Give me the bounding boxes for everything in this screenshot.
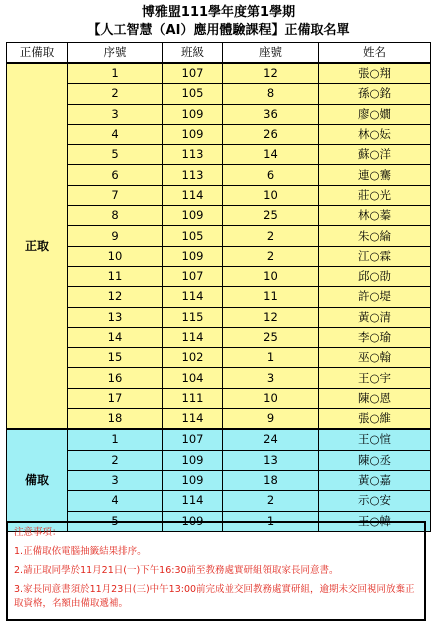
class-cell: 105 <box>163 84 223 104</box>
table-row <box>7 450 431 470</box>
notes-box <box>6 521 426 621</box>
seat-cell: 24 <box>223 429 319 450</box>
name-cell: 林○蓁 <box>319 206 431 226</box>
category-cell: 備取 <box>7 429 68 531</box>
name-cell: 王○幃 <box>319 511 431 531</box>
class-cell: 109 <box>163 246 223 266</box>
class-cell: 113 <box>163 165 223 185</box>
roster-body <box>7 63 431 531</box>
seat-cell: 2 <box>223 226 319 246</box>
seq-cell: 1 <box>68 429 163 450</box>
seq-cell: 17 <box>68 388 163 408</box>
table-row <box>7 266 431 286</box>
name-cell: 示○安 <box>319 491 431 511</box>
document-subtitle: 【人工智慧（AI）應用體驗課程】正備取名單 <box>87 23 350 38</box>
seat-cell: 13 <box>223 450 319 470</box>
seat-cell: 1 <box>223 348 319 368</box>
class-cell: 114 <box>163 409 223 430</box>
seq-cell: 10 <box>68 246 163 266</box>
header-name: 姓名 <box>319 43 431 64</box>
seq-cell: 6 <box>68 165 163 185</box>
table-row <box>7 368 431 388</box>
class-cell: 113 <box>163 145 223 165</box>
seat-cell: 12 <box>223 307 319 327</box>
table-row <box>7 491 431 511</box>
seat-cell: 8 <box>223 84 319 104</box>
class-cell: 114 <box>163 185 223 205</box>
class-cell: 104 <box>163 368 223 388</box>
class-cell: 109 <box>163 470 223 490</box>
name-cell: 邱○劭 <box>319 266 431 286</box>
table-row <box>7 165 431 185</box>
class-cell: 114 <box>163 327 223 347</box>
name-cell: 王○愃 <box>319 429 431 450</box>
seq-cell: 3 <box>68 104 163 124</box>
name-cell: 李○瑜 <box>319 327 431 347</box>
table-row <box>7 104 431 124</box>
name-cell: 陳○丞 <box>319 450 431 470</box>
table-header-row <box>7 43 431 64</box>
seat-cell: 10 <box>223 185 319 205</box>
seq-cell: 15 <box>68 348 163 368</box>
note-item: 1.正備取依電腦抽籤結果排序。 <box>14 546 147 557</box>
category-cell: 正取 <box>7 63 68 429</box>
name-cell: 朱○綸 <box>319 226 431 246</box>
note-item: 2.請正取同學於11月21日(一)下午16:30前至教務處實研組領取家長同意書。 <box>14 565 339 576</box>
seat-cell: 11 <box>223 287 319 307</box>
seat-cell: 25 <box>223 206 319 226</box>
seq-cell: 9 <box>68 226 163 246</box>
seat-cell: 3 <box>223 368 319 388</box>
seat-cell: 25 <box>223 327 319 347</box>
table-row <box>7 84 431 104</box>
table-row <box>7 226 431 246</box>
seat-cell: 2 <box>223 246 319 266</box>
table-row <box>7 185 431 205</box>
name-cell: 連○騫 <box>319 165 431 185</box>
name-cell: 黃○清 <box>319 307 431 327</box>
class-cell: 114 <box>163 287 223 307</box>
header-seq: 序號 <box>68 43 163 64</box>
class-cell: 111 <box>163 388 223 408</box>
seat-cell: 36 <box>223 104 319 124</box>
table-row <box>7 307 431 327</box>
seq-cell: 18 <box>68 409 163 430</box>
table-row <box>7 429 431 450</box>
table-row <box>7 287 431 307</box>
name-cell: 黃○嘉 <box>319 470 431 490</box>
note-item: 3.家長同意書須於11月23日(三)中午13:00前完成並交回教務處實研組，逾期未交回視同放棄正取資格，名額由備取遞補。 <box>14 584 415 609</box>
name-cell: 陳○恩 <box>319 388 431 408</box>
class-cell: 109 <box>163 511 223 531</box>
seat-cell: 2 <box>223 491 319 511</box>
name-cell: 張○翔 <box>319 63 431 84</box>
table-row <box>7 470 431 490</box>
table-row <box>7 206 431 226</box>
roster-table <box>6 42 431 532</box>
header-class: 班級 <box>163 43 223 64</box>
table-row <box>7 63 431 84</box>
class-cell: 114 <box>163 491 223 511</box>
class-cell: 105 <box>163 226 223 246</box>
seq-cell: 11 <box>68 266 163 286</box>
seq-cell: 2 <box>68 84 163 104</box>
seat-cell: 6 <box>223 165 319 185</box>
name-cell: 莊○光 <box>319 185 431 205</box>
seat-cell: 12 <box>223 63 319 84</box>
seq-cell: 16 <box>68 368 163 388</box>
name-cell: 許○堤 <box>319 287 431 307</box>
class-cell: 102 <box>163 348 223 368</box>
table-row <box>7 409 431 430</box>
class-cell: 109 <box>163 104 223 124</box>
seat-cell: 14 <box>223 145 319 165</box>
name-cell: 林○妘 <box>319 124 431 144</box>
seat-cell: 26 <box>223 124 319 144</box>
class-cell: 107 <box>163 266 223 286</box>
class-cell: 109 <box>163 450 223 470</box>
name-cell: 王○宇 <box>319 368 431 388</box>
class-cell: 107 <box>163 63 223 84</box>
seq-cell: 7 <box>68 185 163 205</box>
seq-cell: 5 <box>68 145 163 165</box>
notes-heading: 注意事項： <box>14 527 62 538</box>
name-cell: 蘇○洋 <box>319 145 431 165</box>
seq-cell: 13 <box>68 307 163 327</box>
name-cell: 張○維 <box>319 409 431 430</box>
class-cell: 109 <box>163 124 223 144</box>
header-seat: 座號 <box>223 43 319 64</box>
table-row <box>7 246 431 266</box>
table-row <box>7 388 431 408</box>
class-cell: 115 <box>163 307 223 327</box>
document-title: 博雅盟111學年度第1學期 <box>141 5 296 20</box>
seq-cell: 12 <box>68 287 163 307</box>
seq-cell: 8 <box>68 206 163 226</box>
table-row <box>7 145 431 165</box>
seat-cell: 1 <box>223 511 319 531</box>
seq-cell: 14 <box>68 327 163 347</box>
class-cell: 107 <box>163 429 223 450</box>
name-cell: 孫○銘 <box>319 84 431 104</box>
table-row <box>7 124 431 144</box>
table-row <box>7 348 431 368</box>
seq-cell: 2 <box>68 450 163 470</box>
name-cell: 江○霖 <box>319 246 431 266</box>
seq-cell: 4 <box>68 491 163 511</box>
seq-cell: 1 <box>68 63 163 84</box>
seq-cell: 3 <box>68 470 163 490</box>
name-cell: 巫○翰 <box>319 348 431 368</box>
seat-cell: 10 <box>223 266 319 286</box>
seat-cell: 9 <box>223 409 319 430</box>
seq-cell: 5 <box>68 511 163 531</box>
seat-cell: 10 <box>223 388 319 408</box>
class-cell: 109 <box>163 206 223 226</box>
seat-cell: 18 <box>223 470 319 490</box>
header-category: 正備取 <box>7 43 68 64</box>
name-cell: 廖○嫺 <box>319 104 431 124</box>
seq-cell: 4 <box>68 124 163 144</box>
table-row <box>7 327 431 347</box>
